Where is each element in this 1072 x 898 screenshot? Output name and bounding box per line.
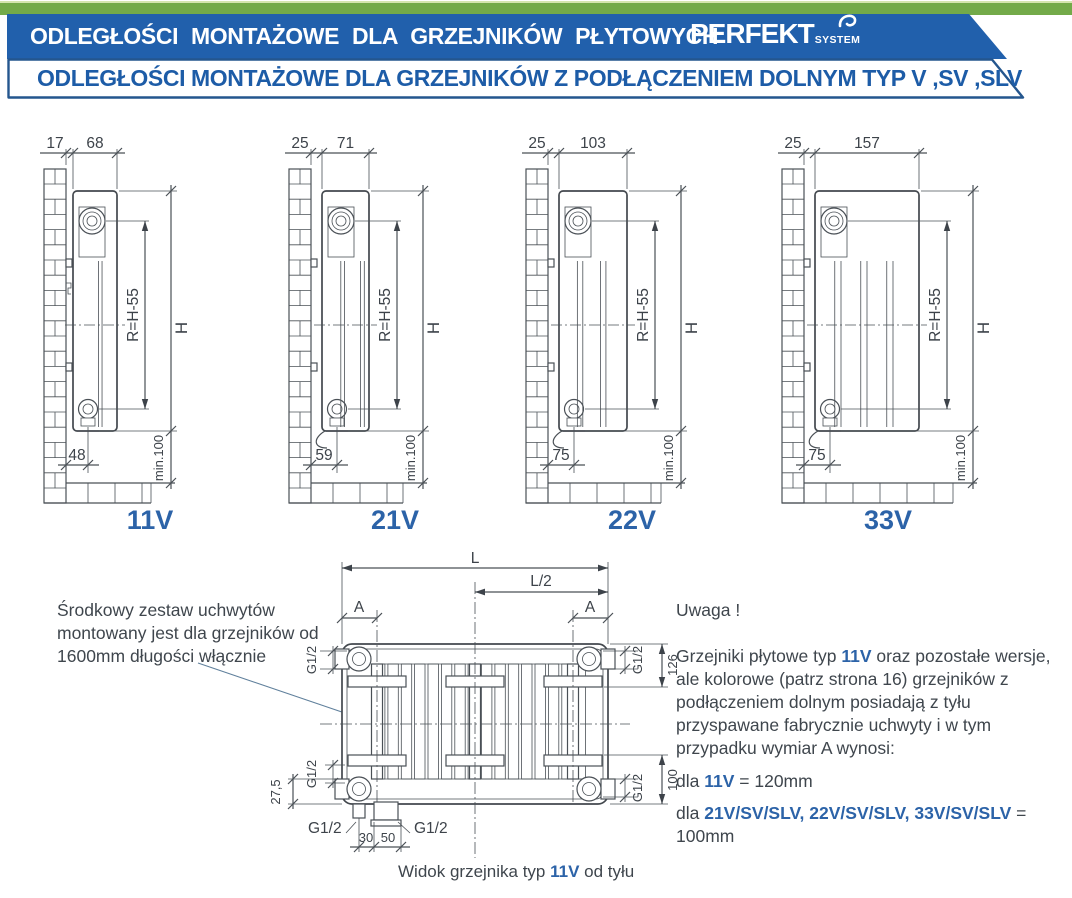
wall-offset-dim: 25 bbox=[784, 135, 802, 152]
brand-logo bbox=[690, 20, 860, 48]
floor bbox=[526, 483, 685, 503]
pipe-spacing-1-dim: 30 bbox=[358, 830, 374, 845]
bottom-connection-dim: 100 bbox=[665, 769, 680, 791]
valve-axis-dim: R=H-55 bbox=[377, 288, 394, 342]
brand-hook-icon bbox=[838, 11, 858, 34]
rear-view-caption bbox=[398, 862, 634, 882]
dimensions bbox=[778, 135, 993, 489]
side-diagram-svg-11V bbox=[30, 133, 270, 511]
top-connection-dim: 126 bbox=[665, 654, 680, 676]
valve-axis-dim: R=H-55 bbox=[927, 288, 944, 342]
brick-wall bbox=[526, 169, 548, 503]
thread-top-left: G1/2 bbox=[304, 645, 319, 675]
pipe-offset-dim: 59 bbox=[315, 447, 333, 464]
thread-pipe-right: G1/2 bbox=[414, 820, 448, 837]
side-diagram-33V bbox=[768, 133, 1008, 516]
warning-note bbox=[676, 599, 1068, 848]
rear-view-svg bbox=[170, 552, 690, 872]
pipe-spacing-2-dim: 50 bbox=[380, 830, 396, 845]
side-diagram-21V bbox=[275, 133, 515, 516]
wall-offset-dim: 25 bbox=[528, 135, 546, 152]
banner-title: ODLEGŁOŚCI MONTAŻOWE DLA GRZEJNIKÓW PŁYTOWYCH bbox=[30, 23, 719, 49]
pipe-offset-dim: 75 bbox=[808, 447, 826, 464]
brick-wall bbox=[782, 169, 804, 503]
valve-axis-dim: R=H-55 bbox=[125, 288, 142, 342]
height-dim: H bbox=[424, 321, 443, 335]
height-dim: H bbox=[974, 321, 993, 335]
clearance-dim: min.100 bbox=[661, 434, 676, 482]
side-diagram-svg-33V bbox=[768, 133, 1008, 511]
wall-offset-dim: 25 bbox=[291, 135, 309, 152]
type-label-33V: 33V bbox=[863, 505, 913, 535]
bracket-offset-right: A bbox=[584, 599, 596, 616]
bracket-note: Środkowy zestaw uchwytów montowany jest dla grzejników od 1600mm długości włącznie bbox=[57, 600, 319, 666]
radiator-body bbox=[548, 191, 635, 448]
length-dim: L bbox=[470, 552, 480, 567]
caption-prefix: Widok grzejnika typ bbox=[398, 862, 551, 881]
side-diagram-svg-22V bbox=[512, 133, 752, 511]
clearance-dim: min.100 bbox=[151, 434, 166, 482]
warning-body: Grzejniki płytowe typ 11V oraz pozostałe wersje, ale kolorowe (patrz strona 16) grzejników z podłączeniem dolnym posiadają z tyłu przyspawane fabrycznie uchwyty i w tym przypadku wymiar A wynosi: bbox=[676, 646, 1051, 759]
brick-wall bbox=[289, 169, 311, 503]
type-label-11V: 11V bbox=[126, 505, 174, 535]
radiator-body bbox=[65, 191, 125, 431]
rule-line-11v: dla 11V = 120mm bbox=[676, 770, 813, 791]
half-length-dim: L/2 bbox=[530, 573, 552, 590]
thread-bottom-left: G1/2 bbox=[304, 759, 319, 789]
depth-dim: 68 bbox=[86, 135, 104, 152]
pipe-offset-dim: 75 bbox=[552, 447, 570, 464]
thread-bottom-right: G1/2 bbox=[630, 773, 645, 803]
rear-view-diagram bbox=[170, 552, 690, 877]
pipe-offset-dim: 48 bbox=[68, 447, 86, 464]
radiator-body bbox=[311, 191, 377, 448]
subtitle: ODLEGŁOŚCI MONTAŻOWE DLA GRZEJNIKÓW Z PODŁĄCZENIEM DOLNYM TYP V ,SV ,SLV bbox=[37, 65, 1022, 91]
caption-type: 11V bbox=[550, 862, 580, 881]
thread-pipe-left: G1/2 bbox=[308, 820, 342, 837]
brand-name: PERFEKT bbox=[690, 18, 814, 49]
top-green-strip bbox=[0, 1, 1072, 15]
rule-line-other: dla 21V/SV/SLV, 22V/SV/SLV, 33V/SV/SLV = 100mm bbox=[676, 802, 1027, 846]
side-diagram-22V bbox=[512, 133, 752, 516]
valve-axis-dim: R=H-55 bbox=[635, 288, 652, 342]
brand-suffix: SYSTEM bbox=[814, 34, 861, 46]
side-diagram-11V bbox=[30, 133, 270, 516]
type-label-21V: 21V bbox=[370, 505, 420, 535]
side-diagram-svg-21V bbox=[275, 133, 515, 511]
clearance-dim: min.100 bbox=[403, 434, 418, 482]
brick-wall bbox=[44, 169, 66, 503]
height-dim: H bbox=[682, 321, 701, 335]
radiator-body bbox=[804, 191, 927, 448]
wall-offset-dim: 17 bbox=[46, 135, 64, 152]
depth-dim: 103 bbox=[580, 135, 606, 152]
depth-dim: 157 bbox=[854, 135, 880, 152]
depth-dim: 71 bbox=[336, 135, 355, 152]
clearance-dim: min.100 bbox=[953, 434, 968, 482]
floor bbox=[782, 483, 977, 503]
caption-suffix: od tyłu bbox=[579, 862, 635, 881]
type-label-22V: 22V bbox=[607, 505, 657, 535]
warning-title: Uwaga ! bbox=[676, 600, 741, 620]
bracket-offset-left: A bbox=[353, 599, 365, 616]
height-dim: H bbox=[172, 321, 191, 335]
dimensions bbox=[522, 135, 701, 489]
thread-top-right: G1/2 bbox=[630, 645, 645, 675]
pipe-drop-dim: 27,5 bbox=[268, 779, 283, 805]
